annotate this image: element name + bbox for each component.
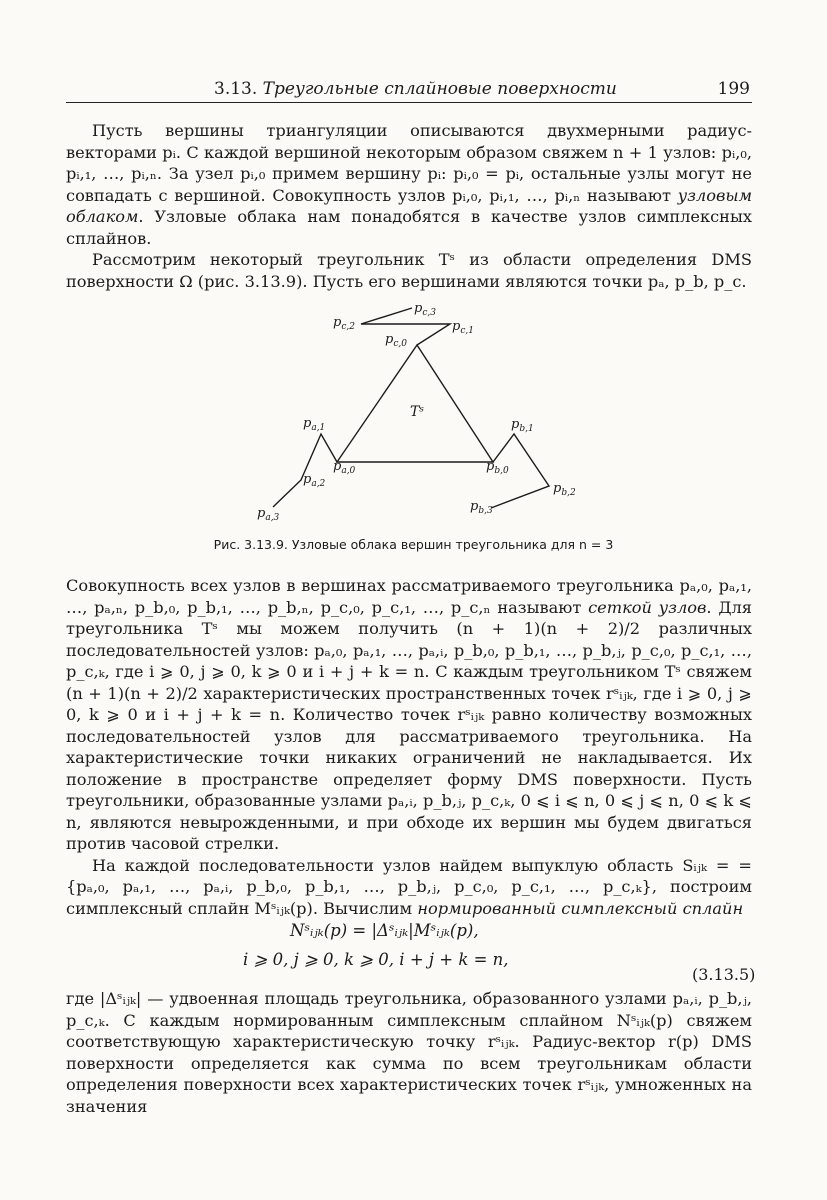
paragraph-1: Пусть вершины триангуляции описываются двухмерными радиус-векторами pᵢ. С каждой вершиной некоторым образом свяжем n + 1 узлов: pᵢ,₀, pᵢ,₁, …, pᵢ,ₙ. За узел pᵢ,₀ примем вершину pᵢ: pᵢ,₀ = pᵢ, остальные узлы могут не совпадать с вершиной. Совокупность узлов pᵢ,₀, pᵢ,₁, …, pᵢ,ₙ называют узловым облаком. Узловые облака нам понадобятся в качестве узлов симплексных сплайнов. [66,121,753,248]
label-pa1: $p_{a,1}$ [303,416,326,433]
label-pc3: $p_{c,3}$ [414,301,436,318]
term-node-cloud: узловым облаком [66,185,753,226]
label-pa3: $p_{a,3}$ [257,506,280,523]
text-block-bottom [66,988,752,1117]
label-pa2: $p_{a,2}$ [303,472,326,489]
figure-caption: Рис. 3.13.9. Узловые облака вершин треугольника для n = 3 [213,537,614,552]
label-pa0: $p_{a,0}$ [333,459,356,476]
paragraph-5: где |Δˢᵢⱼₖ| — удвоенная площадь треугольника, образованного узлами pₐ,ᵢ, p_b,ⱼ, p_c,ₖ. С каждым нормированным симплексным сплайном Nˢᵢⱼₖ(p) свяжем соответствующую характеристическую точку rˢᵢⱼₖ. Радиус-вектор r(p) DMS поверхности определяется как сумма по всем треугольникам области определения поверхности всех характеристических точек rˢᵢⱼₖ, умноженных на значения [66,989,752,1116]
node-cloud-figure [0,0,827,560]
paragraph-3: Совокупность всех узлов в вершинах рассматриваемого треугольника pₐ,₀, pₐ,₁, …, pₐ,ₙ, p_b,₀, p_b,₁, …, p_b,ₙ, p_c,₀, p_c,₁, …, p_c,ₙ называют сеткой узлов. Для треугольника Tˢ мы можем получить (n + 1)(n + 2)/2 различных последовательностей узлов: pₐ,₀, pₐ,₁, …, pₐ,ᵢ, p_b,₀, p_b,₁, …, p_b,ⱼ, p_c,₀, p_c,₁, …, p_c,ₖ, где i ⩾ 0, j ⩾ 0, k ⩾ 0 и i + j + k = n. С каждым треугольником Tˢ свяжем (n + 1)(n + 2)/2 характеристических пространственных точек rˢᵢⱼₖ, где i ⩾ 0, j ⩾ 0, k ⩾ 0 и i + j + k = n. Количество точек rˢᵢⱼₖ равно количеству возможных последовательностей узлов для рассматриваемого треугольника. На характеристические точки никаких ограничений не накладывается. Их положение в пространстве определяет форму DMS поверхности. Пусть треугольники, образованные узлами pₐ,ᵢ, p_b,ⱼ, p_c,ₖ, 0 ⩽ i ⩽ n, 0 ⩽ j ⩽ n, 0 ⩽ k ⩽ n, являются невырожденными, и при обходе их вершин мы будем двигаться против часовой стрелки. [66,576,753,853]
label-pb2: $p_{b,2}$ [553,481,576,498]
label-pc1: $p_{c,1}$ [452,319,474,336]
label-pc2: $p_{c,2}$ [333,315,355,332]
text-block-middle [66,575,752,919]
label-pb1: $p_{b,1}$ [511,417,534,434]
label-pc0: $p_{c,0}$ [385,332,407,349]
label-pb0: $p_{b,0}$ [486,459,509,476]
term-normalized-spline: нормированный симплексный сплайн [417,898,744,918]
label-ts: Tˢ [410,404,425,420]
page-number: 199 [717,79,750,99]
formula-line-1: Nˢᵢⱼₖ(p) = |Δˢᵢⱼₖ|Mˢᵢⱼₖ(p), [290,921,479,940]
term-node-grid: сеткой узлов [588,597,707,617]
formula-line-2: i ⩾ 0, j ⩾ 0, k ⩾ 0, i + j + k = n, [243,950,509,969]
label-pb3: $p_{b,3}$ [470,499,493,516]
paragraph-4: На каждой последовательности узлов найдем выпуклую область Sᵢⱼₖ = = {pₐ,₀, pₐ,₁, …, pₐ,ᵢ, p_b,₀, p_b,₁, …, p_b,ⱼ, p_c,₀, p_c,₁, …, p_c,ₖ}, построим симплексный сплайн Mˢᵢⱼₖ(p). Вычислим нормированный симплексный сплайн [66,855,752,918]
equation-number: (3.13.5) [692,965,756,984]
paragraph-2: Рассмотрим некоторый треугольник Tˢ из области определения DMS поверхности Ω (рис. 3.13.9). Пусть его вершинами являются точки pₐ, p_b, p_c. [66,250,752,291]
section-title: 3.13. Треугольные сплайновые поверхности [214,79,617,99]
cloud-a [273,434,337,507]
